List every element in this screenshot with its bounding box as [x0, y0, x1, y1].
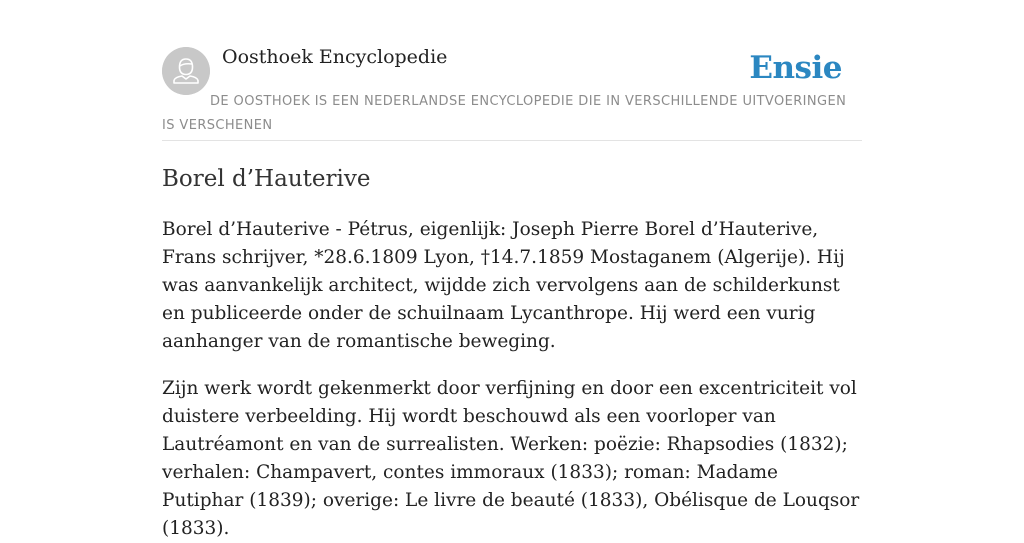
article	[162, 162, 862, 543]
article-paragraph: Zijn werk wordt gekenmerkt door verfijning en door een excentriciteit vol duistere verbeelding. Hij wordt beschouwd als een voorloper van Lautréamont en van de surrealisten. Werken: poëzie: Rhapsodies (1832); verhalen: Champavert, contes immoraux (1833); roman: Madame Putiphar (1839); overige: Le livre de beauté (1833), Obélisque de Louqsor (1833).	[162, 378, 860, 539]
user-icon[interactable]	[162, 47, 210, 95]
ensie-logo[interactable]: Ensie	[749, 50, 842, 86]
site-tagline: DE OOSTHOEK IS EEN NEDERLANDSE ENCYCLOPEDIE DIE IN VERSCHILLENDE UITVOERINGEN IS VERSCHENEN	[162, 94, 847, 133]
article-paragraph: Borel d’Hauterive - Pétrus, eigenlijk: Joseph Pierre Borel d’Hauterive, Frans schrijver, *28.6.1809 Lyon, †14.7.1859 Mostaganem (Algerije). Hij was aanvankelijk architect, wijdde zich vervolgens aan de schilderkunst en publiceerde onder de schuilnaam Lycanthrope. Hij werd een vurig aanhanger van de romantische beweging.	[162, 219, 845, 352]
article-title: Borel d’Hauterive	[162, 166, 371, 192]
site-name[interactable]: Oosthoek Encyclopedie	[222, 46, 448, 68]
site-header	[162, 46, 862, 141]
